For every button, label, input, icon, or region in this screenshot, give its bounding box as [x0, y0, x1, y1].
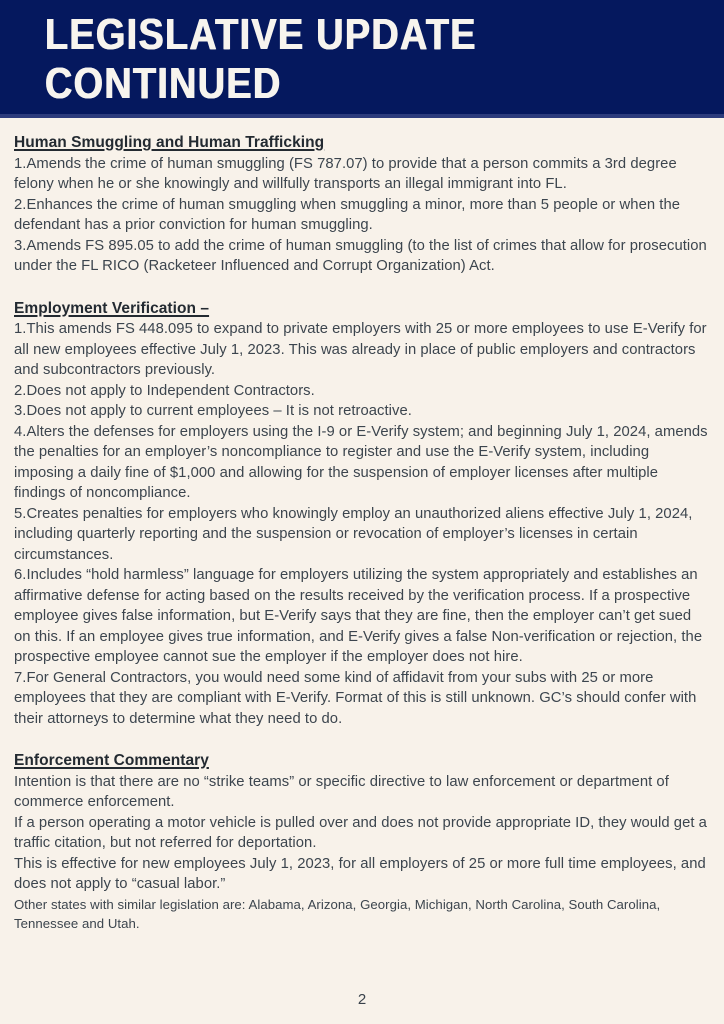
section-enforcement-commentary [14, 751, 710, 933]
section-heading-enforcement-commentary: Enforcement Commentary [14, 752, 209, 769]
page-number: 2 [357, 991, 367, 1008]
paragraph: 1.This amends FS 448.095 to expand to private employers with 25 or more employees to use E-Verify for all new employees effective July 1, 2023. This was already in place of public employers and contractors and subcontractors previously. [14, 321, 707, 378]
paragraph: 6.Includes “hold harmless” language for employers utilizing the system appropriately and establishes an affirmative defense for acting based on the results received by the verification process. If a prospective employee gives false information, but E-Verify says that they are fine, then the employer can’t get sued on this. If an employee gives true information, and E-Verify gives a false Non-verification or rejection, the prospective employee cannot sue the employer if the employer does not hire. [14, 567, 703, 665]
paragraph: Intention is that there are no “strike teams” or specific directive to law enforcement or department of commerce enforcement. [14, 773, 669, 810]
paragraph: 7.For General Contractors, you would need some kind of affidavit from your subs with 25 or more employees that they are compliant with E-Verify. Format of this is still unknown. GC’s should confer with their attorneys to determine what they need to do. [14, 669, 697, 727]
document-body [0, 118, 724, 933]
paragraph: 2.Enhances the crime of human smuggling when smuggling a minor, more than 5 people or when the defendant has a prior conviction for human smuggling. [14, 196, 681, 233]
paragraph: 3.Amends FS 895.05 to add the crime of human smuggling (to the list of crimes that allow for prosecution under the FL RICO (Racketeer Influenced and Corrupt Organization) Act. [14, 237, 707, 274]
section-employment-verification [14, 299, 710, 730]
page-title-line-2: CONTINUED [45, 59, 282, 108]
footnote-other-states: Other states with similar legislation are: Alabama, Arizona, Georgia, Michigan, North Carolina, South Carolina, Tennessee and Utah. [14, 896, 661, 931]
paragraph: 1.Amends the crime of human smuggling (FS 787.07) to provide that a person commits a 3rd degree felony when he or she knowingly and willfully transports an illegal immigrant into FL. [14, 155, 677, 192]
section-heading-human-smuggling: Human Smuggling and Human Trafficking [14, 134, 325, 151]
paragraph: 3.Does not apply to current employees – It is not retroactive. [14, 403, 412, 419]
page-title-line-1: LEGISLATIVE UPDATE [45, 10, 477, 59]
paragraph: 4.Alters the defenses for employers using the I-9 or E-Verify system; and beginning July 1, 2024, amends the penalties for an employer’s noncompliance to register and use the E-Verify system, including imposing a daily fine of $1,000 and allowing for the suspension of employer licenses after multiple findings of noncompliance. [14, 423, 708, 501]
paragraph: If a person operating a motor vehicle is pulled over and does not provide appropriate ID, they would get a traffic citation, but not referred for deportation. [14, 814, 707, 851]
page-header [0, 0, 724, 118]
paragraph: 5.Creates penalties for employers who knowingly employ an unauthorized aliens effective July 1, 2024, including quarterly reporting and the suspension or revocation of employer’s licenses in certain circumstances. [14, 505, 693, 563]
paragraph: 2.Does not apply to Independent Contractors. [14, 382, 315, 399]
section-human-smuggling [14, 133, 710, 277]
page-title [45, 10, 629, 108]
section-heading-employment-verification: Employment Verification – [14, 299, 210, 317]
paragraph: This is effective for new employees July 1, 2023, for all employers of 25 or more full time employees, and does not apply to “casual labor.” [14, 855, 706, 892]
